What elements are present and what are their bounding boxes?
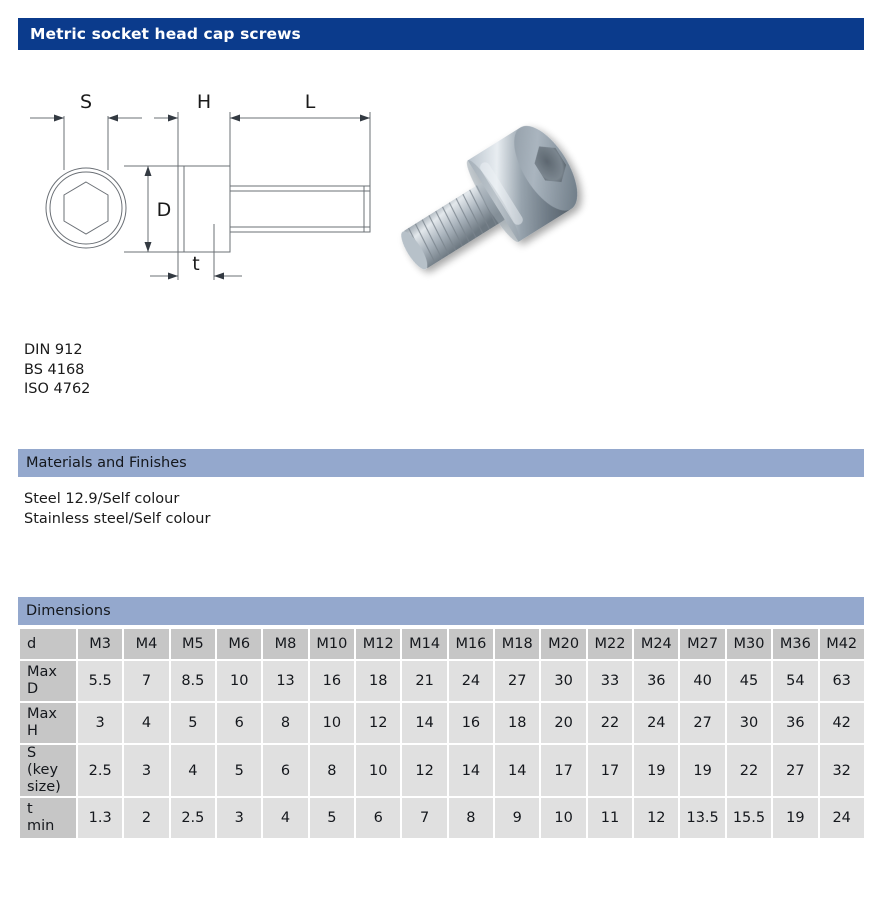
table-cell: 12 [356,703,400,743]
table-cell: 22 [588,703,632,743]
table-cell: 19 [680,745,724,796]
product-photo [382,98,602,313]
dim-label-d: D [156,199,172,221]
standard-item: ISO 4762 [24,381,91,397]
table-cell: 17 [588,745,632,796]
materials-section-header [18,449,864,477]
table-cell: 17 [541,745,585,796]
table-cell: 27 [680,703,724,743]
table-cell: 4 [124,703,168,743]
table-cell: 33 [588,661,632,701]
column-header-size: M27 [680,629,724,659]
table-cell: 10 [310,703,354,743]
table-cell: 2.5 [171,798,215,838]
column-header-size: M14 [402,629,446,659]
table-cell: 13 [263,661,307,701]
table-cell: 5.5 [78,661,122,701]
column-header-size: M3 [78,629,122,659]
table-cell: 8 [310,745,354,796]
table-cell: 18 [495,703,539,743]
table-cell: 8.5 [171,661,215,701]
column-header-size: M16 [449,629,493,659]
table-cell: 32 [820,745,864,796]
table-cell: 12 [402,745,446,796]
column-header-size: M24 [634,629,678,659]
table-cell: 6 [356,798,400,838]
table-cell: 10 [217,661,261,701]
column-header-size: M30 [727,629,771,659]
table-cell: 8 [449,798,493,838]
table-cell: 36 [773,703,817,743]
table-cell: 30 [727,703,771,743]
table-row [20,745,864,796]
table-cell: 42 [820,703,864,743]
row-header [20,798,76,838]
table-cell: 10 [541,798,585,838]
table-cell: 7 [124,661,168,701]
table-row [20,703,864,743]
table-cell: 14 [402,703,446,743]
table-cell: 1.3 [78,798,122,838]
table-cell: 5 [171,703,215,743]
column-header-size: M5 [171,629,215,659]
table-cell: 27 [495,661,539,701]
standard-item: DIN 912 [24,342,83,358]
table-cell: 5 [217,745,261,796]
dimensions-table [18,627,866,840]
table-cell: 19 [634,745,678,796]
column-header-size: M20 [541,629,585,659]
standard-item: BS 4168 [24,361,85,378]
dimensions-section-header [18,597,864,625]
table-cell: 40 [680,661,724,701]
table-row [20,798,864,838]
dimensions-table-wrapper [18,627,864,840]
table-cell: 19 [773,798,817,838]
column-header-size: M36 [773,629,817,659]
row-header-line: H [27,723,38,739]
page-title-bar [18,18,864,50]
table-cell: 20 [541,703,585,743]
row-header-line: (key [27,762,59,778]
table-cell: 3 [124,745,168,796]
standards-list [24,341,90,400]
table-cell: 27 [773,745,817,796]
table-cell: 14 [449,745,493,796]
table-cell: 3 [217,798,261,838]
table-cell: 5 [310,798,354,838]
table-cell: 2.5 [78,745,122,796]
column-header-size: M18 [495,629,539,659]
table-cell: 22 [727,745,771,796]
row-header-line: D [27,681,39,697]
column-header-size: M6 [217,629,261,659]
table-cell: 4 [171,745,215,796]
material-item: Steel 12.9/Self colour [24,491,180,507]
table-cell: 11 [588,798,632,838]
table-cell: 14 [495,745,539,796]
table-cell: 16 [449,703,493,743]
dimensions-section-title: Dimensions [26,603,111,619]
column-header-size: M22 [588,629,632,659]
table-cell: 45 [727,661,771,701]
column-header-size: M10 [310,629,354,659]
table-cell: 18 [356,661,400,701]
table-cell: 21 [402,661,446,701]
column-header-d: d [20,629,76,659]
table-cell: 30 [541,661,585,701]
table-cell: 12 [634,798,678,838]
table-cell: 8 [263,703,307,743]
table-header-row [20,629,864,659]
dim-label-s: S [79,91,93,113]
materials-section-title: Materials and Finishes [26,455,187,471]
row-header [20,661,76,701]
table-cell: 13.5 [680,798,724,838]
materials-list [24,490,210,529]
table-cell: 6 [217,703,261,743]
page-title: Metric socket head cap screws [30,25,301,43]
table-cell: 24 [820,798,864,838]
table-cell: 4 [263,798,307,838]
table-cell: 7 [402,798,446,838]
row-header-line: Max [27,664,57,680]
dim-label-t: t [192,253,200,275]
table-cell: 6 [263,745,307,796]
table-cell: 2 [124,798,168,838]
column-header-size: M42 [820,629,864,659]
table-cell: 24 [449,661,493,701]
table-cell: 36 [634,661,678,701]
row-header-line: t [27,801,33,817]
table-cell: 63 [820,661,864,701]
socket-head-cap-screw-image [382,98,602,313]
dim-label-h: H [196,91,212,113]
row-header-line: min [27,818,55,834]
column-header-size: M12 [356,629,400,659]
material-item: Stainless steel/Self colour [24,510,211,527]
table-cell: 10 [356,745,400,796]
row-header [20,745,76,796]
column-header-size: M8 [263,629,307,659]
table-cell: 16 [310,661,354,701]
row-header-line: size) [27,779,61,795]
table-cell: 24 [634,703,678,743]
table-cell: 9 [495,798,539,838]
table-cell: 54 [773,661,817,701]
dim-label-l: L [304,91,316,113]
row-header-line: Max [27,706,57,722]
table-row [20,661,864,701]
table-cell: 15.5 [727,798,771,838]
row-header-line: S [27,745,37,761]
row-header [20,703,76,743]
table-cell: 3 [78,703,122,743]
column-header-size: M4 [124,629,168,659]
